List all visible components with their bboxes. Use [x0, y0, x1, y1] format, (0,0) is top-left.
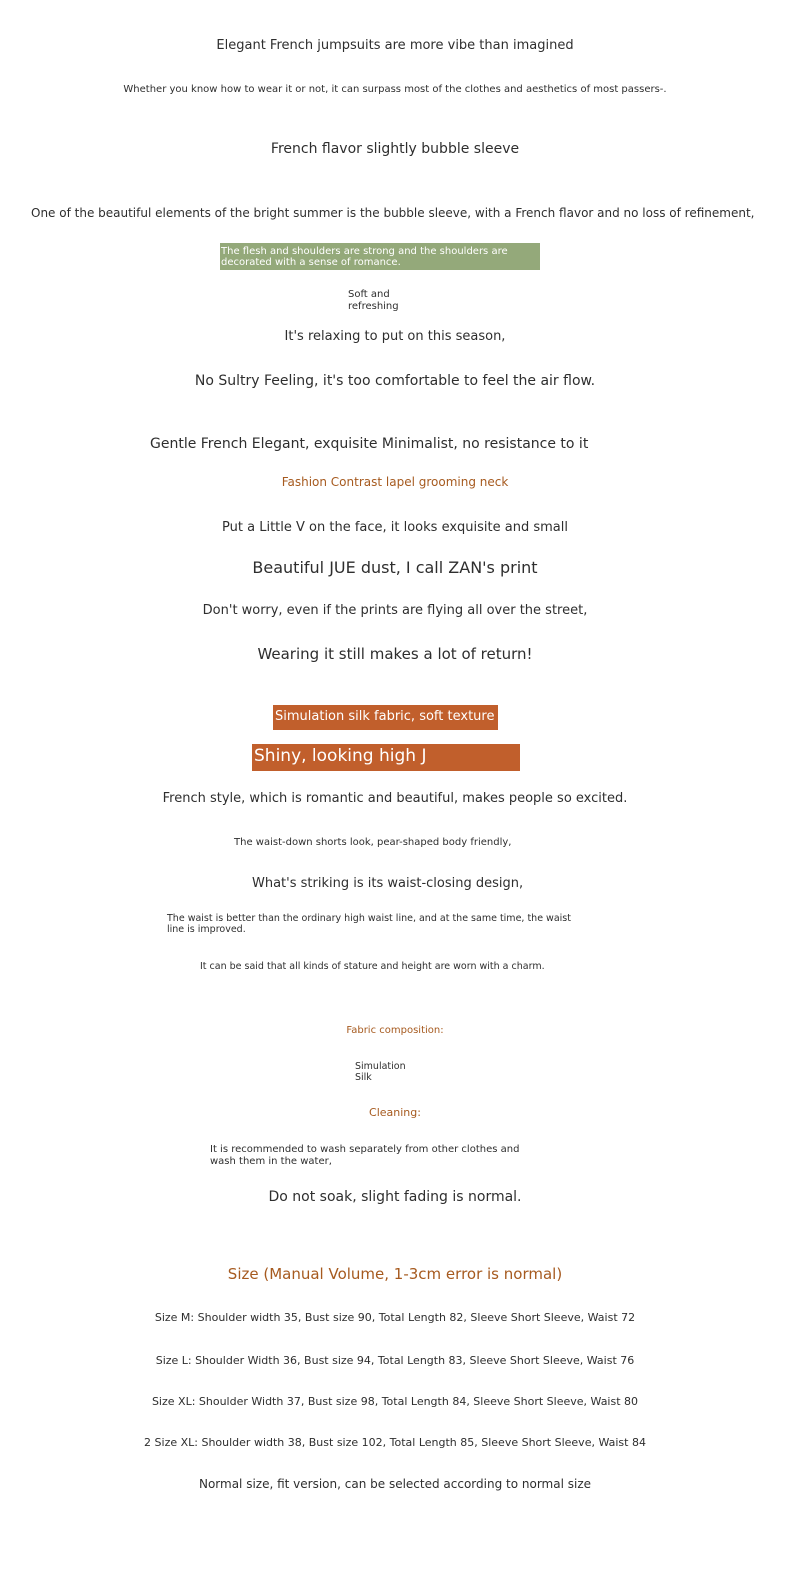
no-soak-text: Do not soak, slight fading is normal.	[268, 1189, 522, 1205]
bubble-sleeve-description: One of the beautiful elements of the bright summer is the bubble sleeve, with a French flavor and no loss of refinement,	[31, 206, 755, 220]
striking-text: What's striking is its waist-closing design,	[252, 876, 524, 891]
shoulder-note-banner: The flesh and shoulders are strong and the shoulders are decorated with a sense of romance.	[220, 243, 540, 270]
silk-fabric-banner: Simulation silk fabric, soft texture	[273, 705, 498, 730]
return-text: Wearing it still makes a lot of return!	[257, 645, 533, 663]
lapel-heading: Fashion Contrast lapel grooming neck	[281, 475, 509, 489]
size-note: Normal size, fit version, can be selected according to normal size	[198, 1477, 592, 1491]
cleaning-label: Cleaning:	[369, 1106, 421, 1119]
soft-refreshing-label: Soft and refreshing	[348, 289, 399, 312]
size-row-2xl: 2 Size XL: Shoulder width 38, Bust size 102, Total Length 85, Sleeve Short Sleeve, Waist 84	[144, 1436, 646, 1449]
size-heading: Size (Manual Volume, 1-3cm error is normal)	[227, 1265, 563, 1283]
size-row-l: Size L: Shoulder Width 36, Bust size 94, Total Length 83, Sleeve Short Sleeve, Waist 76	[155, 1354, 635, 1367]
sultry-text: No Sultry Feeling, it's too comfortable to feel the air flow.	[194, 373, 596, 389]
print-heading: Beautiful JUE dust, I call ZAN's print	[252, 558, 538, 577]
fabric-composition-label: Fabric composition:	[346, 1025, 444, 1036]
french-style-text: French style, which is romantic and beautiful, makes people so excited.	[162, 791, 628, 806]
little-v-text: Put a Little V on the face, it looks exquisite and small	[222, 520, 568, 535]
dont-worry-text: Don't worry, even if the prints are flying all over the street,	[202, 603, 588, 618]
gentle-text: Gentle French Elegant, exquisite Minimalist, no resistance to it	[150, 436, 589, 452]
cleaning-instructions: It is recommended to wash separately from other clothes and wash them in the water,	[210, 1144, 520, 1167]
size-row-xl: Size XL: Shoulder Width 37, Bust size 98, Total Length 84, Sleeve Short Sleeve, Waist 80	[151, 1395, 639, 1408]
page-title: Elegant French jumpsuits are more vibe than imagined	[216, 38, 574, 53]
waist-line-text: The waist is better than the ordinary high waist line, and at the same time, the waist line is improved.	[167, 913, 571, 935]
relaxing-text: It's relaxing to put on this season,	[284, 329, 506, 344]
size-row-m: Size M: Shoulder width 35, Bust size 90, Total Length 82, Sleeve Short Sleeve, Waist 72	[154, 1311, 636, 1324]
fabric-composition-value: Simulation Silk	[355, 1061, 406, 1083]
charm-text: It can be said that all kinds of stature and height are worn with a charm.	[200, 961, 545, 972]
bubble-sleeve-heading: French flavor slightly bubble sleeve	[270, 141, 520, 157]
intro-text: Whether you know how to wear it or not, it can surpass most of the clothes and aesthetics of most passers-.	[123, 84, 667, 95]
shiny-banner: Shiny, looking high J	[252, 744, 520, 771]
shorts-text: The waist-down shorts look, pear-shaped body friendly,	[234, 837, 512, 848]
